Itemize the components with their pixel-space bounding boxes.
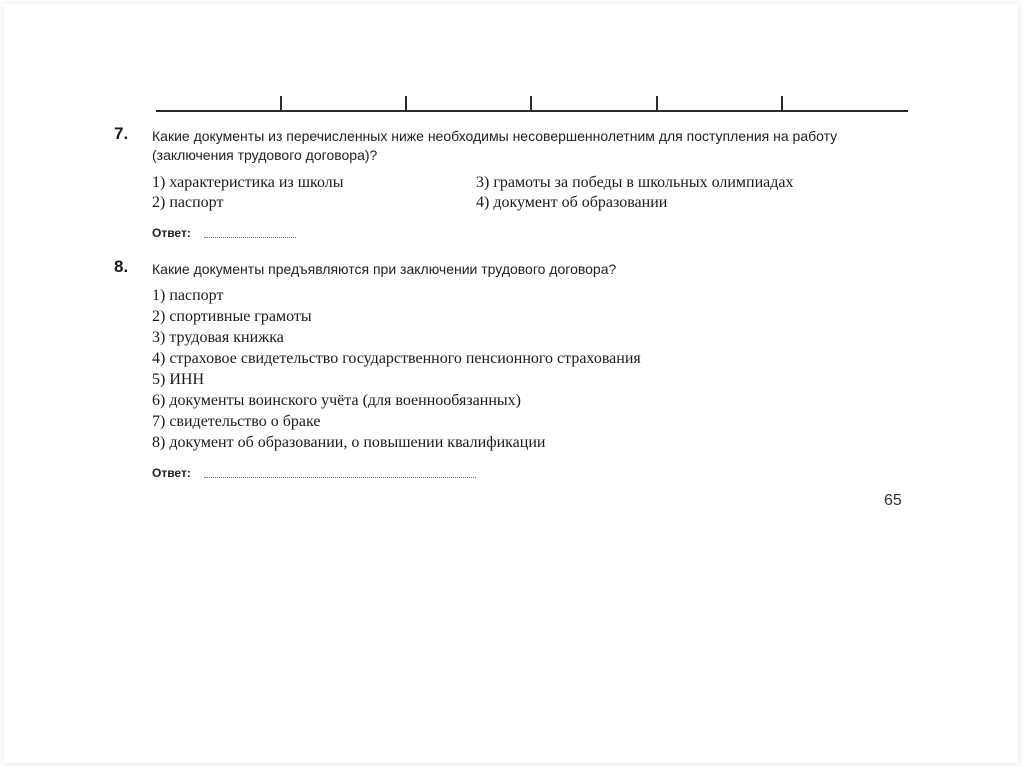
timeline-tick	[280, 96, 282, 111]
question-7-option: 4) документ об образовании	[476, 194, 668, 211]
question-8-option: 7) свидетельство о браке	[152, 413, 321, 430]
question-7-text-line1: Какие документы из перечисленных ниже необходимы несовершеннолетним для поступления на работу	[152, 128, 838, 144]
question-7-text-line2: (заключения трудового договора)?	[152, 147, 378, 163]
question-8-option: 1) паспорт	[152, 287, 224, 304]
question-7-option: 1) характеристика из школы	[152, 174, 344, 191]
question-8-option: 2) спортивные грамоты	[152, 308, 312, 325]
question-8-option: 4) страховое свидетельство государственного пенсионного страхования	[152, 350, 641, 367]
question-8-option: 3) трудовая книжка	[152, 329, 284, 346]
question-8-answer-label: Ответ:	[152, 466, 191, 480]
question-8-option: 8) документ об образовании, о повышении квалификации	[152, 434, 546, 451]
question-7-number: 7.	[114, 124, 129, 143]
question-8-text: Какие документы предъявляются при заключении трудового договора?	[152, 261, 617, 277]
question-8-answer-field[interactable]	[204, 477, 476, 478]
page-number: 65	[884, 492, 902, 509]
answer-timeline	[156, 94, 908, 114]
timeline-tick	[656, 96, 658, 111]
page-frame	[4, 4, 1018, 763]
timeline-tick	[530, 96, 532, 111]
question-8-option: 6) документы воинского учёта (для военнообязанных)	[152, 392, 521, 409]
timeline-tick	[405, 96, 407, 111]
question-7-option: 3) грамоты за победы в школьных олимпиадах	[476, 174, 794, 191]
question-7-answer-field[interactable]	[204, 237, 296, 238]
question-7-answer-label: Ответ:	[152, 226, 191, 240]
question-7-option: 2) паспорт	[152, 194, 224, 211]
question-8-number: 8.	[114, 257, 129, 276]
timeline-tick	[781, 96, 783, 111]
timeline-base	[156, 110, 908, 112]
question-8-option: 5) ИНН	[152, 371, 204, 388]
